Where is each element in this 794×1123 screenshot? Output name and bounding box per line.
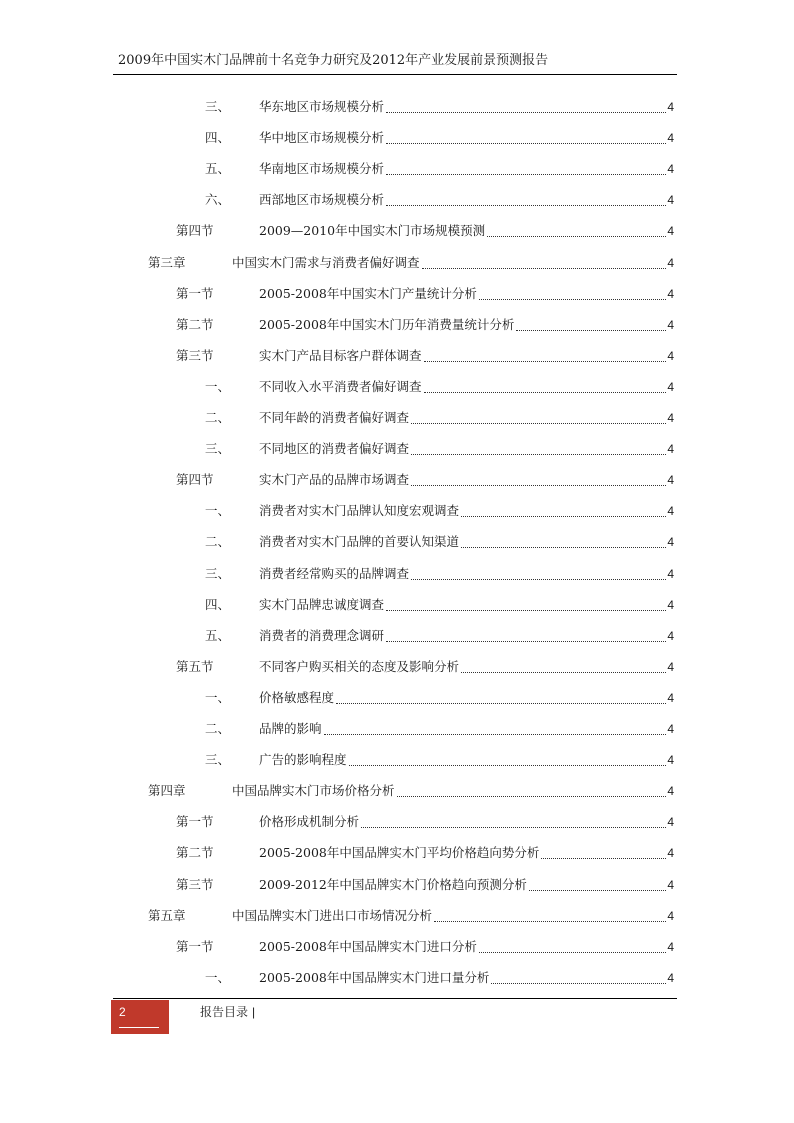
toc-entry[interactable]	[148, 905, 674, 925]
toc-entry-number: 二、	[205, 534, 231, 550]
toc-entry[interactable]	[176, 220, 674, 240]
toc-entry-title: 价格形成机制分析	[259, 814, 360, 830]
toc-entry-number: 第三节	[176, 347, 214, 363]
toc-entry[interactable]	[205, 563, 674, 583]
toc-entry-number: 五、	[205, 161, 231, 177]
toc-entry-number: 三、	[205, 99, 231, 114]
toc-dot-leader	[461, 546, 666, 548]
toc-entry-number: 第一节	[176, 285, 214, 301]
toc-entry[interactable]	[205, 625, 674, 645]
toc-entry-number: 第四节	[176, 472, 214, 488]
toc-entry[interactable]	[205, 407, 674, 427]
toc-entry[interactable]	[176, 656, 674, 676]
toc-entry-title: 华南地区市场规模分析	[259, 161, 385, 177]
toc-entry-page: 4	[667, 162, 674, 177]
toc-dot-leader	[386, 640, 666, 642]
toc-entry[interactable]	[176, 842, 674, 862]
toc-entry[interactable]	[205, 718, 674, 738]
toc-entry-number: 二、	[205, 410, 231, 425]
toc-entry[interactable]	[148, 252, 674, 272]
toc-dot-leader	[434, 920, 666, 922]
toc-entry[interactable]	[205, 158, 674, 178]
toc-dot-leader	[349, 764, 667, 766]
toc-entry[interactable]	[205, 96, 674, 116]
toc-entry-number: 三、	[205, 441, 231, 457]
toc-entry[interactable]	[205, 531, 674, 551]
toc-entry-page: 4	[667, 379, 674, 394]
toc-dot-leader	[541, 857, 666, 859]
toc-entry-title: 消费者经常购买的品牌调查	[259, 565, 410, 581]
toc-entry-number: 第三章	[148, 254, 186, 270]
toc-dot-leader	[424, 360, 667, 362]
toc-entry-page: 4	[667, 970, 674, 985]
toc-entry-page: 4	[667, 348, 674, 363]
toc-entry-number: 第四章	[148, 783, 186, 799]
toc-entry-page: 4	[667, 784, 674, 799]
toc-entry-page: 4	[667, 659, 674, 674]
toc-entry-number: 三、	[205, 565, 231, 581]
toc-entry-title: 消费者的消费理念调研	[259, 627, 385, 643]
toc-entry-title: 不同地区的消费者偏好调查	[259, 441, 410, 457]
toc-entry-page: 4	[667, 473, 674, 488]
toc-dot-leader	[422, 267, 667, 269]
toc-entry-page: 4	[667, 908, 674, 923]
toc-entry[interactable]	[176, 874, 674, 894]
toc-entry-number: 第一节	[176, 938, 214, 954]
toc-dot-leader	[336, 702, 666, 704]
toc-entry-title: 2005-2008年中国品牌实木门进口分析	[259, 938, 477, 954]
toc-dot-leader	[516, 329, 666, 331]
toc-dot-leader	[487, 235, 666, 237]
toc-entry-page: 4	[667, 286, 674, 301]
toc-entry-number: 四、	[205, 130, 231, 146]
toc-entry-page: 4	[667, 442, 674, 457]
toc-entry-number: 第二节	[176, 845, 214, 861]
toc-dot-leader	[411, 484, 666, 486]
toc-dot-leader	[479, 951, 666, 953]
toc-entry-number: 第五章	[148, 907, 186, 923]
toc-entry-page: 4	[667, 877, 674, 892]
toc-entry-number: 第四节	[176, 223, 214, 239]
toc-entry-page: 4	[667, 690, 674, 705]
toc-entry-title: 不同年龄的消费者偏好调查	[259, 410, 410, 425]
toc-entry-title: 消费者对实木门品牌的首要认知渠道	[259, 534, 460, 550]
footer-page-number: 2	[119, 1005, 126, 1019]
toc-entry-number: 五、	[205, 627, 231, 643]
toc-entry-number: 一、	[205, 503, 231, 519]
toc-entry-title: 西部地区市场规模分析	[259, 192, 385, 208]
toc-entry-number: 二、	[205, 721, 231, 736]
toc-entry-title: 2005-2008年中国品牌实木门平均价格趋向势分析	[259, 845, 540, 861]
toc-entry-number: 六、	[205, 192, 231, 208]
toc-entry-number: 三、	[205, 752, 231, 768]
toc-dot-leader	[386, 142, 666, 144]
toc-dot-leader	[461, 671, 666, 673]
toc-entry-title: 中国品牌实木门市场价格分析	[232, 783, 395, 799]
toc-entry[interactable]	[205, 189, 674, 209]
footer-section-label	[200, 1003, 255, 1020]
toc-entry-page: 4	[667, 100, 674, 114]
footer-page-underline	[119, 1027, 159, 1028]
toc-dot-leader	[361, 826, 666, 828]
toc-dot-leader	[397, 795, 667, 797]
toc-entry-page: 4	[667, 597, 674, 612]
running-header: 2009年中国实木门品牌前十名竞争力研究及2012年产业发展前景预测报告	[118, 53, 549, 68]
toc-entry-page: 4	[667, 846, 674, 861]
toc-dot-leader	[386, 204, 666, 206]
toc-entry[interactable]	[176, 936, 674, 956]
toc-entry-title: 实木门产品目标客户群体调查	[259, 347, 422, 363]
header-rule	[113, 74, 677, 75]
toc-dot-leader	[411, 453, 666, 455]
toc-entry-page: 4	[667, 317, 674, 332]
toc-entry[interactable]	[205, 594, 674, 614]
toc-entry-title: 2009—2010年中国实木门市场规模预测	[259, 223, 486, 239]
toc-entry-page: 4	[667, 131, 674, 146]
toc-entry[interactable]	[205, 500, 674, 520]
toc-entry-title: 消费者对实木门品牌认知度宏观调查	[259, 503, 460, 519]
toc-dot-leader	[386, 173, 666, 175]
footer-separator: |	[252, 1005, 256, 1019]
toc-dot-leader	[324, 733, 667, 735]
footer-page-badge	[111, 1000, 169, 1034]
toc-entry-number: 一、	[205, 689, 231, 705]
toc-entry-number: 四、	[205, 596, 231, 612]
toc-entry-title: 华中地区市场规模分析	[259, 130, 385, 146]
footer-rule	[113, 998, 677, 999]
toc-entry[interactable]	[205, 967, 674, 987]
toc-entry-page: 4	[667, 939, 674, 954]
toc-entry-number: 第三节	[176, 876, 214, 892]
toc-entry[interactable]	[176, 283, 674, 303]
toc-entry-page: 4	[667, 815, 674, 830]
toc-entry-title: 中国实木门需求与消费者偏好调查	[232, 254, 420, 270]
toc-entry-page: 4	[667, 566, 674, 581]
toc-entry-page: 4	[667, 504, 674, 519]
toc-entry[interactable]	[205, 376, 674, 396]
toc-entry-number: 第五节	[176, 658, 214, 674]
toc-entry[interactable]	[205, 687, 674, 707]
toc-entry-page: 4	[667, 535, 674, 550]
toc-entry-page: 4	[667, 722, 674, 736]
toc-entry-page: 4	[667, 255, 674, 270]
toc-entry[interactable]	[176, 811, 674, 831]
toc-entry-title: 实木门产品的品牌市场调查	[259, 472, 410, 488]
toc-entry-number: 第二节	[176, 316, 214, 332]
footer-label-text: 报告目录	[200, 1005, 249, 1019]
toc-entry-title: 广告的影响程度	[259, 752, 347, 768]
toc-entry-page: 4	[667, 753, 674, 768]
toc-entry-page: 4	[667, 224, 674, 239]
toc-entry-page: 4	[667, 193, 674, 208]
toc-entry[interactable]	[205, 749, 674, 769]
toc-dot-leader	[386, 609, 666, 611]
toc-entry-page: 4	[667, 628, 674, 643]
toc-dot-leader	[411, 422, 666, 424]
toc-entry-title: 不同收入水平消费者偏好调查	[259, 378, 422, 394]
toc-entry[interactable]	[176, 314, 674, 334]
toc-entry-number: 一、	[205, 969, 231, 985]
toc-entry[interactable]	[148, 780, 674, 800]
toc-entry[interactable]	[205, 127, 674, 147]
toc-entry-title: 2009-2012年中国品牌实木门价格趋向预测分析	[259, 876, 527, 892]
toc-entry-number: 一、	[205, 378, 231, 394]
toc-entry-title: 实木门品牌忠诚度调查	[259, 596, 385, 612]
toc-entry[interactable]	[205, 438, 674, 458]
toc-dot-leader	[529, 889, 666, 891]
toc-dot-leader	[386, 111, 666, 113]
toc-entry-title: 2005-2008年中国实木门产量统计分析	[259, 285, 477, 301]
toc-entry-title: 价格敏感程度	[259, 689, 335, 705]
toc-entry[interactable]	[176, 469, 674, 489]
toc-dot-leader	[411, 578, 666, 580]
toc-entry-title: 中国品牌实木门进出口市场情况分析	[232, 907, 433, 923]
toc-dot-leader	[424, 391, 667, 393]
toc-dot-leader	[461, 515, 666, 517]
toc-entry-page: 4	[667, 411, 674, 425]
toc-dot-leader	[479, 298, 666, 300]
toc-entry-title: 2005-2008年中国实木门历年消费量统计分析	[259, 316, 515, 332]
toc-entry-number: 第一节	[176, 814, 214, 830]
toc-dot-leader	[491, 982, 666, 984]
toc-entry-title: 不同客户购买相关的态度及影响分析	[259, 658, 460, 674]
toc-entry-title: 2005-2008年中国品牌实木门进口量分析	[259, 969, 490, 985]
toc-entry[interactable]	[176, 345, 674, 365]
toc-entry-title: 品牌的影响	[259, 721, 322, 736]
toc-entry-title: 华东地区市场规模分析	[259, 99, 385, 114]
